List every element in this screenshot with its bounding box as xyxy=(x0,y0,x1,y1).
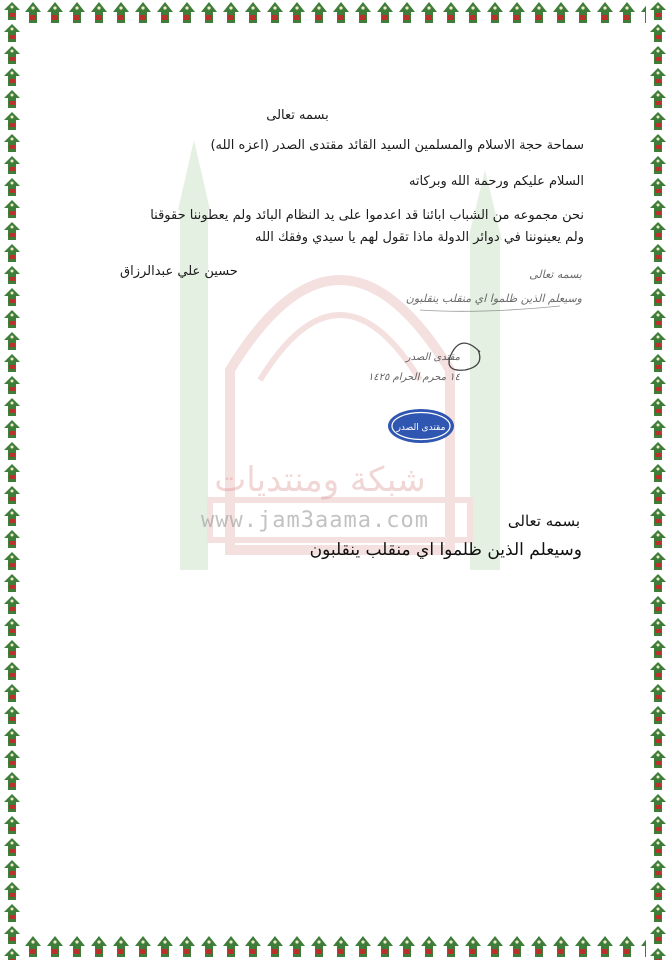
letter-greeting: السلام عليكم ورحمة الله وبركاته xyxy=(408,174,584,189)
letter-address: سماحة حجة الاسلام والمسلمين السيد القائد مقتدى الصدر (اعزه الله) xyxy=(210,138,584,153)
reply-title: بسمه تعالى xyxy=(507,512,580,530)
letter-invocation: بسمه تعالى xyxy=(266,108,329,123)
letter-body-line-1: نحن مجموعه من الشباب ابائنا قد اعدموا على يد النظام البائد ولم يعطوننا حقوقنا xyxy=(150,208,584,223)
reply-verse: وسيعلم الذين ظلموا اي منقلب ينقلبون xyxy=(309,540,582,560)
handwritten-reply-line-2: وسيعلم الذين ظلموا اي منقلب ينقلبون xyxy=(405,292,582,305)
watermark-subtitle: شبكة ومنتديات xyxy=(214,460,426,500)
signature-scribble xyxy=(360,262,590,402)
official-seal xyxy=(386,407,456,445)
handwritten-signature: مقتدى الصدر xyxy=(405,352,460,363)
decorative-border-left xyxy=(0,0,24,960)
decorative-border-bottom xyxy=(0,934,670,960)
letter-body-line-2: ولم يعينوننا في دوائر الدولة ماذا تقول لهم يا سيدي وفقك الله xyxy=(255,230,584,245)
decorative-border-top xyxy=(0,0,670,26)
watermark-url: www.jam3aama.com xyxy=(201,508,429,533)
letter-signer: حسين علي عبدالرزاق xyxy=(120,264,238,279)
handwritten-reply-line-1: بسمه تعالى xyxy=(529,268,582,281)
handwritten-date: ١٤ محرم الحرام ١٤٢٥ xyxy=(367,372,460,383)
seal-text: مقتدى الصدر xyxy=(396,423,446,433)
decorative-border-right xyxy=(646,0,670,960)
